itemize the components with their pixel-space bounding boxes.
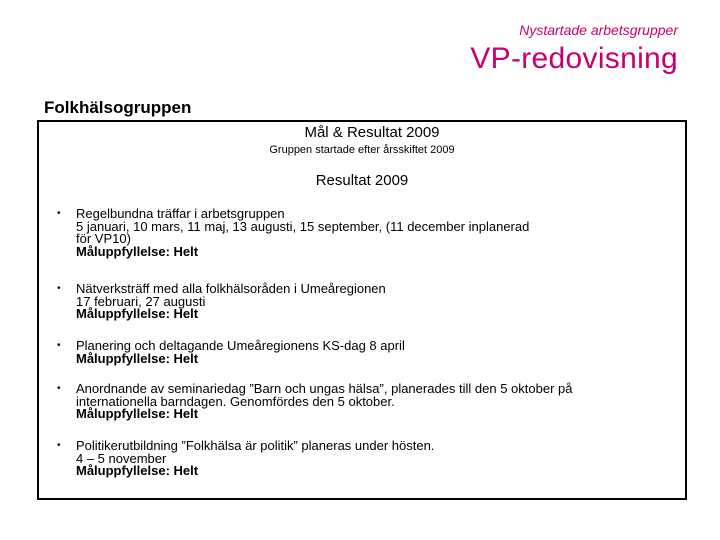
panel-title: Mål & Resultat 2009 xyxy=(304,124,440,141)
item-line: 4 – 5 november xyxy=(76,450,167,466)
header-kicker: Nystartade arbetsgrupper xyxy=(519,22,678,38)
item-line: för VP10) xyxy=(76,231,131,246)
panel-subtitle: Gruppen startade efter årsskiftet 2009 xyxy=(269,144,455,156)
item-line: internationella barndagen. Genomfördes den 5 oktober. xyxy=(76,393,395,409)
item-line: Nätverksträff med alla folkhälsoråden i Umeåregionen xyxy=(76,281,386,296)
bullet-icon: • xyxy=(57,383,61,394)
goal-status: Måluppfyllelse: Helt xyxy=(76,406,199,421)
item-line: Planering och deltagande Umeåregionens KS-dag 8 april xyxy=(76,338,405,353)
goal-status: Måluppfyllelse: Helt xyxy=(76,306,199,321)
goal-status: Måluppfyllelse: Helt xyxy=(76,350,199,366)
item-text xyxy=(76,283,665,321)
section-title: Resultat 2009 xyxy=(315,172,409,189)
item-line: 17 februari, 27 augusti xyxy=(76,293,206,309)
slide-title: VP-redovisning xyxy=(470,42,678,75)
item-line: Regelbundna träffar i arbetsgruppen xyxy=(76,206,285,221)
bullet-icon: • xyxy=(57,208,61,219)
item-text xyxy=(76,340,665,365)
item-line: Politikerutbildning ”Folkhälsa är politik” planeras under hösten. xyxy=(76,438,435,453)
goal-status: Måluppfyllelse: Helt xyxy=(76,463,199,478)
item-line: Anordnande av seminariedag ”Barn och ungas hälsa”, planerades till den 5 oktober på xyxy=(76,381,573,396)
item-line: 5 januari, 10 mars, 11 maj, 13 augusti, 15 september, (11 december inplanerad xyxy=(76,218,530,234)
bullet-icon: • xyxy=(57,440,61,451)
item-text xyxy=(76,440,665,478)
bullet-icon: • xyxy=(57,340,61,351)
item-text xyxy=(76,208,665,258)
goal-status: Måluppfyllelse: Helt xyxy=(76,243,199,259)
group-name: Folkhälsogruppen xyxy=(44,98,192,117)
item-text xyxy=(76,383,665,421)
results-panel xyxy=(37,120,687,500)
bullet-icon: • xyxy=(57,283,61,294)
